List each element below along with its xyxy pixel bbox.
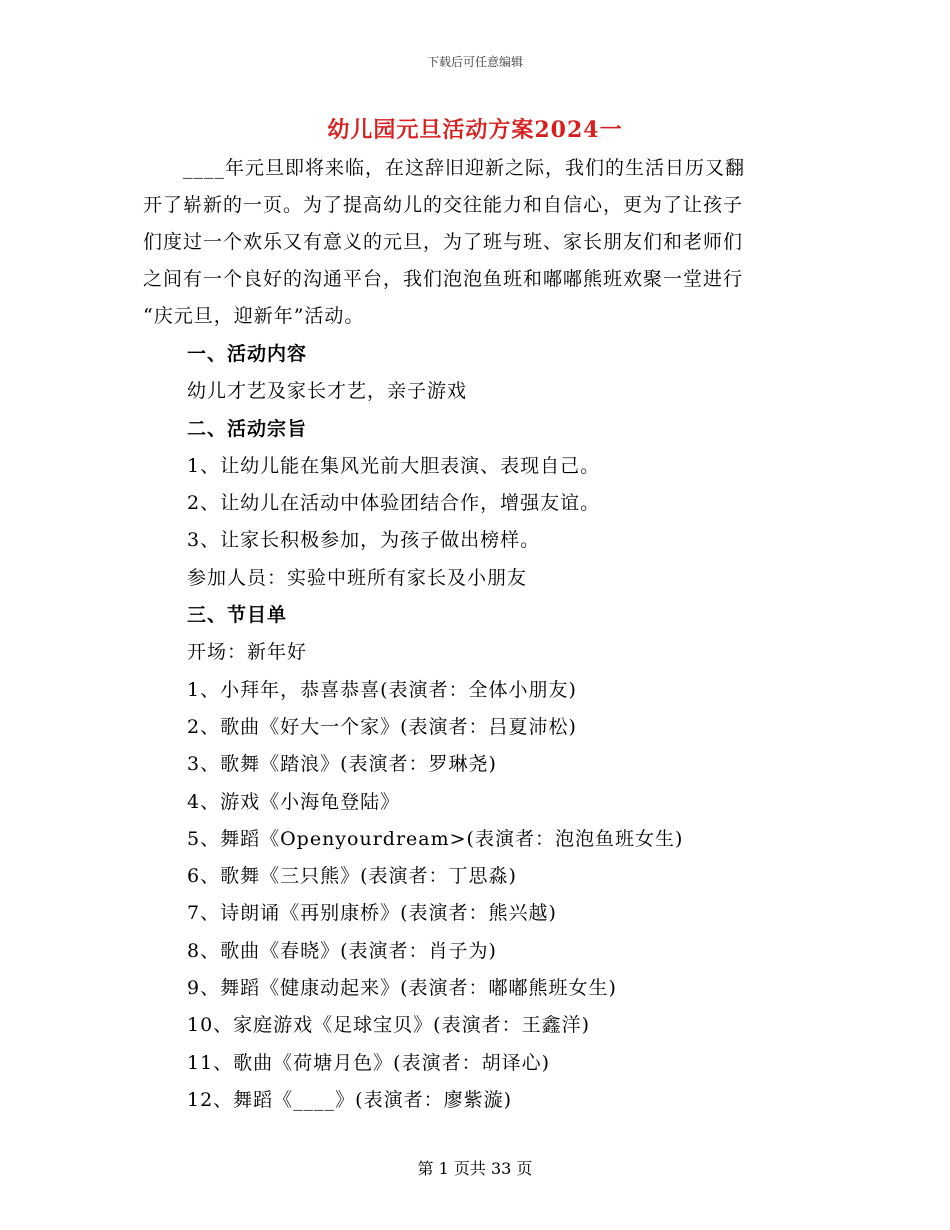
program-item: 6、歌舞《三只熊》(表演者：丁思淼) <box>187 865 517 888</box>
page-header-note: 下载后可任意编辑 <box>426 55 523 69</box>
program-item: 1、小拜年，恭喜恭喜(表演者：全体小朋友) <box>187 678 577 701</box>
intro-line: 们度过一个欢乐又有意义的元旦，为了班与班、家长朋友们和老师们 <box>143 231 744 253</box>
program-item: 10、家庭游戏《足球宝贝》(表演者：王鑫洋) <box>187 1014 591 1037</box>
program-item: 3、歌舞《踏浪》(表演者：罗琳尧) <box>187 753 497 776</box>
purpose-item: 3、让家长积极参加，为孩子做出榜样。 <box>187 529 541 552</box>
program-item: 12、舞蹈《____》(表演者：廖紫漩) <box>187 1088 513 1111</box>
program-item: 9、舞蹈《健康动起来》(表演者：嘟嘟熊班女生) <box>187 977 617 1000</box>
program-item: 7、诗朗诵《再别康桥》(表演者：熊兴越) <box>187 902 557 925</box>
section-heading-program-list: 三、节目单 <box>187 604 288 627</box>
intro-line: ____年元旦即将来临，在这辞旧迎新之际，我们的生活日历又翻 <box>183 157 746 179</box>
intro-paragraph <box>143 150 803 335</box>
section-heading-activity-content: 一、活动内容 <box>187 343 308 365</box>
purpose-item: 1、让幼儿能在集风光前大胆表演、表现自己。 <box>187 454 601 477</box>
purpose-item: 2、让幼儿在活动中体验团结合作，增强友谊。 <box>187 492 601 515</box>
program-opening: 开场：新年好 <box>187 641 308 664</box>
intro-line: 开了崭新的一页。为了提高幼儿的交往能力和自信心，更为了让孩子 <box>143 194 744 216</box>
document-body <box>187 336 827 1119</box>
intro-line: “庆元旦，迎新年”活动。 <box>143 305 365 327</box>
document-title: 幼儿园元旦活动方案2024一 <box>327 117 623 143</box>
intro-line: 之间有一个良好的沟通平台，我们泡泡鱼班和嘟嘟熊班欢聚一堂进行 <box>143 268 744 290</box>
program-item: 4、游戏《小海龟登陆》 <box>187 790 401 813</box>
program-item: 8、歌曲《春晓》(表演者：肖子为) <box>187 939 497 962</box>
participants-text: 参加人员：实验中班所有家长及小朋友 <box>187 566 528 589</box>
section-heading-activity-purpose: 二、活动宗旨 <box>187 417 308 440</box>
activity-content-text: 幼儿才艺及家长才艺，亲子游戏 <box>187 380 468 403</box>
program-item: 11、歌曲《荷塘月色》(表演者：胡译心) <box>187 1051 551 1074</box>
program-item: 2、歌曲《好大一个家》(表演者：吕夏沛松) <box>187 715 577 738</box>
page-number-footer: 第 1 页共 33 页 <box>417 1159 533 1178</box>
program-item: 5、舞蹈《Openyourdream>(表演者：泡泡鱼班女生) <box>187 827 684 850</box>
